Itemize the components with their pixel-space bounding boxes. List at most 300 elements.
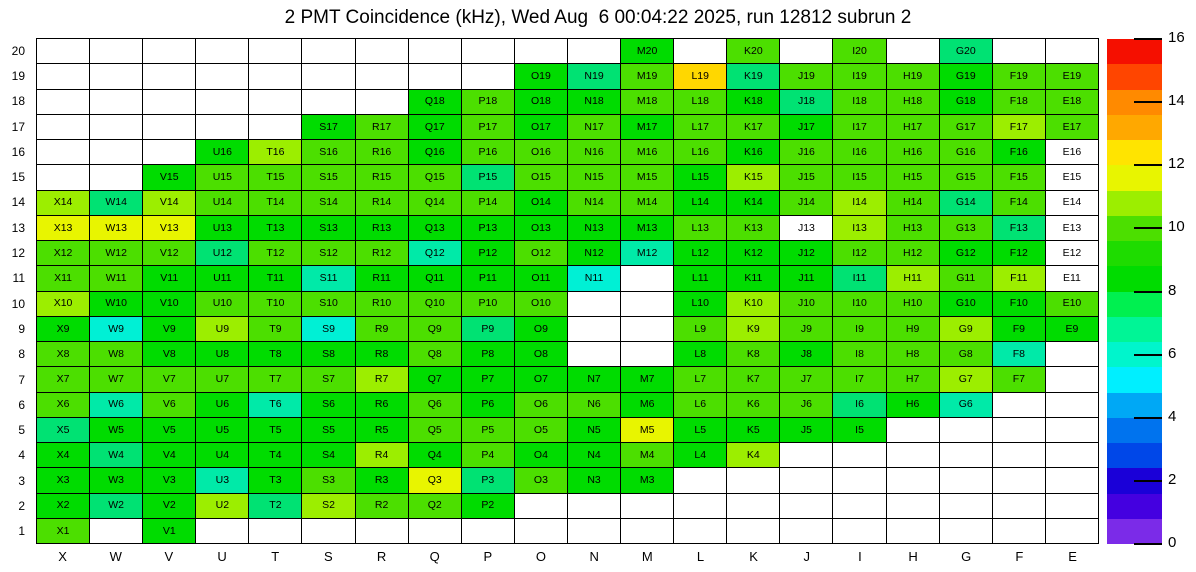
heatmap-cell: L7 xyxy=(674,367,726,391)
heatmap-cell: X11 xyxy=(37,266,89,290)
heatmap-cell: Q3 xyxy=(409,468,461,492)
heatmap-cell-empty xyxy=(37,90,89,114)
heatmap-cell: K8 xyxy=(727,342,779,366)
heatmap-cell: K20 xyxy=(727,39,779,63)
col-label: M xyxy=(641,549,653,564)
heatmap-cell: P16 xyxy=(462,140,514,164)
heatmap-cell: T3 xyxy=(249,468,301,492)
heatmap-cell: V7 xyxy=(143,367,195,391)
heatmap-cell: K17 xyxy=(727,115,779,139)
col-label: N xyxy=(589,549,599,564)
heatmap-cell-empty xyxy=(780,519,832,543)
colorbar-band xyxy=(1107,115,1162,140)
heatmap-cell: V12 xyxy=(143,241,195,265)
row-label: 11 xyxy=(12,271,25,286)
heatmap-cell: X10 xyxy=(37,292,89,316)
heatmap-cell: X14 xyxy=(37,191,89,215)
heatmap-cell-empty xyxy=(515,519,567,543)
heatmap-cell: K11 xyxy=(727,266,779,290)
heatmap-cell-empty xyxy=(780,468,832,492)
heatmap-cell: W2 xyxy=(90,494,142,518)
heatmap-cell-empty xyxy=(302,519,354,543)
heatmap-cell-empty xyxy=(143,64,195,88)
heatmap-cell: G17 xyxy=(940,115,992,139)
heatmap-cell: M13 xyxy=(621,216,673,240)
heatmap-cell: X2 xyxy=(37,494,89,518)
heatmap-cell: G8 xyxy=(940,342,992,366)
heatmap-cell-empty xyxy=(833,468,885,492)
heatmap-cell-empty xyxy=(409,519,461,543)
heatmap-cell: Q11 xyxy=(409,266,461,290)
heatmap-cell: I8 xyxy=(833,342,885,366)
col-label: W xyxy=(109,549,122,564)
heatmap-cell-empty xyxy=(568,317,620,341)
heatmap-cell: P12 xyxy=(462,241,514,265)
heatmap-cell-empty xyxy=(196,115,248,139)
heatmap-cell: H12 xyxy=(887,241,939,265)
heatmap-cell-empty xyxy=(887,443,939,467)
colorbar-band xyxy=(1107,317,1162,342)
heatmap-cell-empty xyxy=(887,39,939,63)
heatmap-cell: I12 xyxy=(833,241,885,265)
heatmap-cell: J11 xyxy=(780,266,832,290)
heatmap-cell: O4 xyxy=(515,443,567,467)
heatmap-cell: H16 xyxy=(887,140,939,164)
heatmap-cell: N18 xyxy=(568,90,620,114)
heatmap-cell: R13 xyxy=(356,216,408,240)
heatmap-cell: S3 xyxy=(302,468,354,492)
heatmap-cell: T7 xyxy=(249,367,301,391)
heatmap-cell-empty xyxy=(356,64,408,88)
heatmap-cell: Q7 xyxy=(409,367,461,391)
heatmap-cell: K12 xyxy=(727,241,779,265)
heatmap-cell: I20 xyxy=(833,39,885,63)
heatmap-cell: J12 xyxy=(780,241,832,265)
heatmap-cell: H10 xyxy=(887,292,939,316)
heatmap-cell-empty xyxy=(621,317,673,341)
heatmap-cell: V4 xyxy=(143,443,195,467)
heatmap-cell: G12 xyxy=(940,241,992,265)
heatmap-cell: G16 xyxy=(940,140,992,164)
heatmap-cell: J18 xyxy=(780,90,832,114)
heatmap-cell: N14 xyxy=(568,191,620,215)
heatmap-cell: U15 xyxy=(196,165,248,189)
heatmap-cell: V1 xyxy=(143,519,195,543)
heatmap-cell: X13 xyxy=(37,216,89,240)
heatmap-cell-empty xyxy=(1046,418,1098,442)
heatmap-cell: M12 xyxy=(621,241,673,265)
heatmap-cell: I16 xyxy=(833,140,885,164)
heatmap-cell-empty xyxy=(462,64,514,88)
heatmap-cell-empty xyxy=(143,115,195,139)
heatmap-cell: O9 xyxy=(515,317,567,341)
colorbar-band xyxy=(1107,266,1162,291)
heatmap-cell: E10 xyxy=(1046,292,1098,316)
heatmap-cell: T5 xyxy=(249,418,301,442)
heatmap-cell: M18 xyxy=(621,90,673,114)
heatmap-cell: P7 xyxy=(462,367,514,391)
heatmap-cell-empty xyxy=(302,39,354,63)
col-label: S xyxy=(324,549,333,564)
heatmap-cell: G14 xyxy=(940,191,992,215)
heatmap-cell-empty xyxy=(993,393,1045,417)
heatmap-cell: P15 xyxy=(462,165,514,189)
heatmap-cell: G10 xyxy=(940,292,992,316)
row-label: 18 xyxy=(11,94,25,109)
colorbar-tick-label: 0 xyxy=(1168,534,1177,551)
heatmap-cell: G20 xyxy=(940,39,992,63)
heatmap-cell: F16 xyxy=(993,140,1045,164)
heatmap-cell: N13 xyxy=(568,216,620,240)
heatmap-cell: Q14 xyxy=(409,191,461,215)
heatmap-cell-empty xyxy=(621,342,673,366)
row-label: 13 xyxy=(11,220,25,235)
heatmap-cell-empty xyxy=(1046,443,1098,467)
heatmap-cell: L6 xyxy=(674,393,726,417)
heatmap-cell: T10 xyxy=(249,292,301,316)
colorbar-tick-label: 14 xyxy=(1168,92,1185,110)
heatmap-cell: K19 xyxy=(727,64,779,88)
col-label: P xyxy=(483,549,493,564)
heatmap-cell: J17 xyxy=(780,115,832,139)
heatmap-cell: X4 xyxy=(37,443,89,467)
heatmap-cell: L17 xyxy=(674,115,726,139)
heatmap-cell: P2 xyxy=(462,494,514,518)
heatmap-cell: K6 xyxy=(727,393,779,417)
heatmap-cell: L12 xyxy=(674,241,726,265)
heatmap-cell-empty xyxy=(621,519,673,543)
heatmap-cell: X8 xyxy=(37,342,89,366)
heatmap-cell: M19 xyxy=(621,64,673,88)
heatmap-cell: H11 xyxy=(887,266,939,290)
heatmap-cell: W12 xyxy=(90,241,142,265)
heatmap-cell: E12 xyxy=(1046,241,1098,265)
heatmap-cell-empty xyxy=(249,64,301,88)
heatmap-cell-empty xyxy=(1046,367,1098,391)
heatmap-cell-empty xyxy=(833,443,885,467)
heatmap-cell-empty xyxy=(887,468,939,492)
heatmap-cell: T4 xyxy=(249,443,301,467)
heatmap-cell: M16 xyxy=(621,140,673,164)
heatmap-cell: H17 xyxy=(887,115,939,139)
heatmap-cell: O11 xyxy=(515,266,567,290)
heatmap-cell: J15 xyxy=(780,165,832,189)
heatmap-cell: P4 xyxy=(462,443,514,467)
heatmap-cell: U11 xyxy=(196,266,248,290)
heatmap-cell-empty xyxy=(37,115,89,139)
colorbar-tick xyxy=(1134,354,1162,356)
heatmap-cell: R3 xyxy=(356,468,408,492)
col-label: X xyxy=(58,549,67,564)
colorbar-band xyxy=(1107,443,1162,468)
colorbar-band xyxy=(1107,64,1162,89)
heatmap-cell: L19 xyxy=(674,64,726,88)
heatmap-cell: G13 xyxy=(940,216,992,240)
heatmap-cell: F18 xyxy=(993,90,1045,114)
colorbar-band xyxy=(1107,39,1162,64)
heatmap-cell: T13 xyxy=(249,216,301,240)
colorbar-tick-label: 6 xyxy=(1168,344,1177,362)
heatmap-cell: R8 xyxy=(356,342,408,366)
heatmap-cell: E14 xyxy=(1046,191,1098,215)
row-label: 4 xyxy=(18,448,25,463)
heatmap-cell: E13 xyxy=(1046,216,1098,240)
heatmap-cell: M5 xyxy=(621,418,673,442)
colorbar-tick xyxy=(1134,38,1162,40)
heatmap-cell: F14 xyxy=(993,191,1045,215)
heatmap-cell: I5 xyxy=(833,418,885,442)
heatmap-cell: F7 xyxy=(993,367,1045,391)
heatmap-cell-empty xyxy=(993,418,1045,442)
heatmap-cell: R6 xyxy=(356,393,408,417)
heatmap-cell: V13 xyxy=(143,216,195,240)
row-label: 2 xyxy=(18,498,25,513)
heatmap-cell-empty xyxy=(568,342,620,366)
heatmap-cell: O5 xyxy=(515,418,567,442)
heatmap-cell: T2 xyxy=(249,494,301,518)
heatmap-cell: G6 xyxy=(940,393,992,417)
heatmap-cell-empty xyxy=(37,140,89,164)
heatmap-cell: V2 xyxy=(143,494,195,518)
heatmap-cell: P6 xyxy=(462,393,514,417)
chart-title: 2 PMT Coincidence (kHz), Wed Aug 6 00:04:22 2025, run 12812 subrun 2 xyxy=(284,7,912,28)
row-label: 7 xyxy=(18,372,25,387)
heatmap-cell: W10 xyxy=(90,292,142,316)
heatmap-cell: T15 xyxy=(249,165,301,189)
heatmap-cell: P10 xyxy=(462,292,514,316)
heatmap-cell: Q6 xyxy=(409,393,461,417)
heatmap-cell: O17 xyxy=(515,115,567,139)
heatmap-cell: I13 xyxy=(833,216,885,240)
heatmap-cell: S7 xyxy=(302,367,354,391)
heatmap-cell: L11 xyxy=(674,266,726,290)
heatmap-cell-empty xyxy=(993,468,1045,492)
heatmap-cell: M17 xyxy=(621,115,673,139)
heatmap-cell: Q4 xyxy=(409,443,461,467)
heatmap-cell: U14 xyxy=(196,191,248,215)
heatmap-cell: S16 xyxy=(302,140,354,164)
heatmap-cell: W5 xyxy=(90,418,142,442)
heatmap-cell: F15 xyxy=(993,165,1045,189)
heatmap-cell: K4 xyxy=(727,443,779,467)
row-label: 15 xyxy=(11,170,25,185)
col-label: E xyxy=(1068,549,1077,564)
heatmap-cell: J8 xyxy=(780,342,832,366)
heatmap-cell: S6 xyxy=(302,393,354,417)
heatmap-cell: P11 xyxy=(462,266,514,290)
heatmap-cell: Q17 xyxy=(409,115,461,139)
heatmap-cell: S8 xyxy=(302,342,354,366)
heatmap-cell: W6 xyxy=(90,393,142,417)
heatmap-cell: P17 xyxy=(462,115,514,139)
heatmap-cell: R11 xyxy=(356,266,408,290)
heatmap-cell: I6 xyxy=(833,393,885,417)
colorbar-band xyxy=(1107,191,1162,216)
heatmap-cell: S11 xyxy=(302,266,354,290)
heatmap-cell: N19 xyxy=(568,64,620,88)
heatmap-cell-empty xyxy=(143,39,195,63)
heatmap-cell: U16 xyxy=(196,140,248,164)
heatmap-cell-empty xyxy=(462,519,514,543)
heatmap-cell: R16 xyxy=(356,140,408,164)
heatmap-cell: H9 xyxy=(887,317,939,341)
heatmap-cell-empty xyxy=(887,519,939,543)
heatmap-cell: S2 xyxy=(302,494,354,518)
heatmap-cell: V10 xyxy=(143,292,195,316)
heatmap-cell: W13 xyxy=(90,216,142,240)
heatmap-cell: V6 xyxy=(143,393,195,417)
heatmap-cell: V9 xyxy=(143,317,195,341)
heatmap-cell: E19 xyxy=(1046,64,1098,88)
col-label: I xyxy=(858,549,862,564)
heatmap-cell-empty xyxy=(90,64,142,88)
colorbar-tick-label: 16 xyxy=(1168,29,1185,46)
row-label: 19 xyxy=(11,68,25,83)
heatmap-cell: I9 xyxy=(833,317,885,341)
heatmap-cell: R14 xyxy=(356,191,408,215)
row-label: 20 xyxy=(11,43,25,58)
heatmap-cell: O12 xyxy=(515,241,567,265)
heatmap-cell: K9 xyxy=(727,317,779,341)
heatmap-cell: J5 xyxy=(780,418,832,442)
heatmap-cell-empty xyxy=(249,115,301,139)
row-label: 8 xyxy=(18,347,25,362)
heatmap-cell-empty xyxy=(196,519,248,543)
heatmap-cell: R10 xyxy=(356,292,408,316)
heatmap-cell-empty xyxy=(90,140,142,164)
heatmap-cell: H18 xyxy=(887,90,939,114)
heatmap-cell: V15 xyxy=(143,165,195,189)
heatmap-cell: Q15 xyxy=(409,165,461,189)
heatmap-cell-empty xyxy=(674,468,726,492)
colorbar-band xyxy=(1107,367,1162,392)
heatmap-cell: K15 xyxy=(727,165,779,189)
heatmap-cell: M4 xyxy=(621,443,673,467)
heatmap-cell: G9 xyxy=(940,317,992,341)
heatmap-cell: R4 xyxy=(356,443,408,467)
colorbar-tick xyxy=(1134,101,1162,103)
heatmap-cell: N11 xyxy=(568,266,620,290)
colorbar-tick xyxy=(1134,480,1162,482)
heatmap-cell-empty xyxy=(1046,494,1098,518)
y-axis xyxy=(0,38,30,544)
row-label: 10 xyxy=(11,296,25,311)
heatmap-cell-empty xyxy=(462,39,514,63)
heatmap-cell: K13 xyxy=(727,216,779,240)
heatmap-cell: S15 xyxy=(302,165,354,189)
heatmap-cell: M15 xyxy=(621,165,673,189)
row-label: 3 xyxy=(18,473,25,488)
heatmap-cell: U3 xyxy=(196,468,248,492)
heatmap-cell: S9 xyxy=(302,317,354,341)
heatmap-cell: M7 xyxy=(621,367,673,391)
col-label: R xyxy=(376,549,387,564)
heatmap-cell-empty xyxy=(37,165,89,189)
heatmap-cell: T14 xyxy=(249,191,301,215)
heatmap-cell-empty xyxy=(780,39,832,63)
heatmap-cell: W3 xyxy=(90,468,142,492)
heatmap-cell-empty xyxy=(568,39,620,63)
heatmap-cell: J19 xyxy=(780,64,832,88)
heatmap-cell: P9 xyxy=(462,317,514,341)
heatmap-cell-empty xyxy=(1046,342,1098,366)
colorbar-band xyxy=(1107,292,1162,317)
heatmap-cell: M20 xyxy=(621,39,673,63)
heatmap-cell: H13 xyxy=(887,216,939,240)
col-label: G xyxy=(961,549,972,564)
heatmap-cell: H7 xyxy=(887,367,939,391)
heatmap-cell: U10 xyxy=(196,292,248,316)
heatmap-cell: U6 xyxy=(196,393,248,417)
heatmap-cell: N4 xyxy=(568,443,620,467)
heatmap-cell: U8 xyxy=(196,342,248,366)
heatmap-cell-empty xyxy=(727,494,779,518)
col-label: L xyxy=(696,549,705,564)
heatmap-cell: Q9 xyxy=(409,317,461,341)
heatmap-cell: T16 xyxy=(249,140,301,164)
heatmap-cell: U13 xyxy=(196,216,248,240)
colorbar-band xyxy=(1107,165,1162,190)
heatmap-cell-empty xyxy=(674,519,726,543)
heatmap-cell-empty xyxy=(90,90,142,114)
col-label: U xyxy=(217,549,227,564)
heatmap-cell: H14 xyxy=(887,191,939,215)
heatmap-cell: O14 xyxy=(515,191,567,215)
heatmap-cell-empty xyxy=(302,64,354,88)
heatmap-cell: L13 xyxy=(674,216,726,240)
heatmap-cell-empty xyxy=(1046,39,1098,63)
heatmap-cell: O18 xyxy=(515,90,567,114)
heatmap-cell: J16 xyxy=(780,140,832,164)
heatmap-cell: M14 xyxy=(621,191,673,215)
heatmap-cell: U12 xyxy=(196,241,248,265)
heatmap-cell: V8 xyxy=(143,342,195,366)
heatmap-cell: O16 xyxy=(515,140,567,164)
col-label: K xyxy=(749,549,758,564)
heatmap-cell-empty xyxy=(833,519,885,543)
col-label: H xyxy=(908,549,918,564)
heatmap-cell: G11 xyxy=(940,266,992,290)
colorbar-band xyxy=(1107,140,1162,165)
heatmap-cell: S10 xyxy=(302,292,354,316)
heatmap-cell: F12 xyxy=(993,241,1045,265)
heatmap-cell: O10 xyxy=(515,292,567,316)
heatmap-cell-empty xyxy=(249,90,301,114)
heatmap-cell: N6 xyxy=(568,393,620,417)
heatmap-cell: G7 xyxy=(940,367,992,391)
heatmap-cell: S12 xyxy=(302,241,354,265)
heatmap-cell: R7 xyxy=(356,367,408,391)
colorbar-band xyxy=(1107,494,1162,519)
heatmap-cell-empty xyxy=(674,494,726,518)
heatmap-cell: U9 xyxy=(196,317,248,341)
heatmap-cell: P18 xyxy=(462,90,514,114)
colorbar-band xyxy=(1107,393,1162,418)
heatmap-cell: J10 xyxy=(780,292,832,316)
heatmap-cell: I15 xyxy=(833,165,885,189)
heatmap-cell-empty xyxy=(940,443,992,467)
heatmap-cell: N12 xyxy=(568,241,620,265)
row-label: 16 xyxy=(11,144,25,159)
heatmap-cell-empty xyxy=(249,519,301,543)
heatmap-cell: P14 xyxy=(462,191,514,215)
heatmap-cell: K10 xyxy=(727,292,779,316)
heatmap-cell-empty xyxy=(621,292,673,316)
heatmap-cell: F13 xyxy=(993,216,1045,240)
heatmap-cell: E11 xyxy=(1046,266,1098,290)
heatmap-cell: Q18 xyxy=(409,90,461,114)
heatmap-cell: Q13 xyxy=(409,216,461,240)
